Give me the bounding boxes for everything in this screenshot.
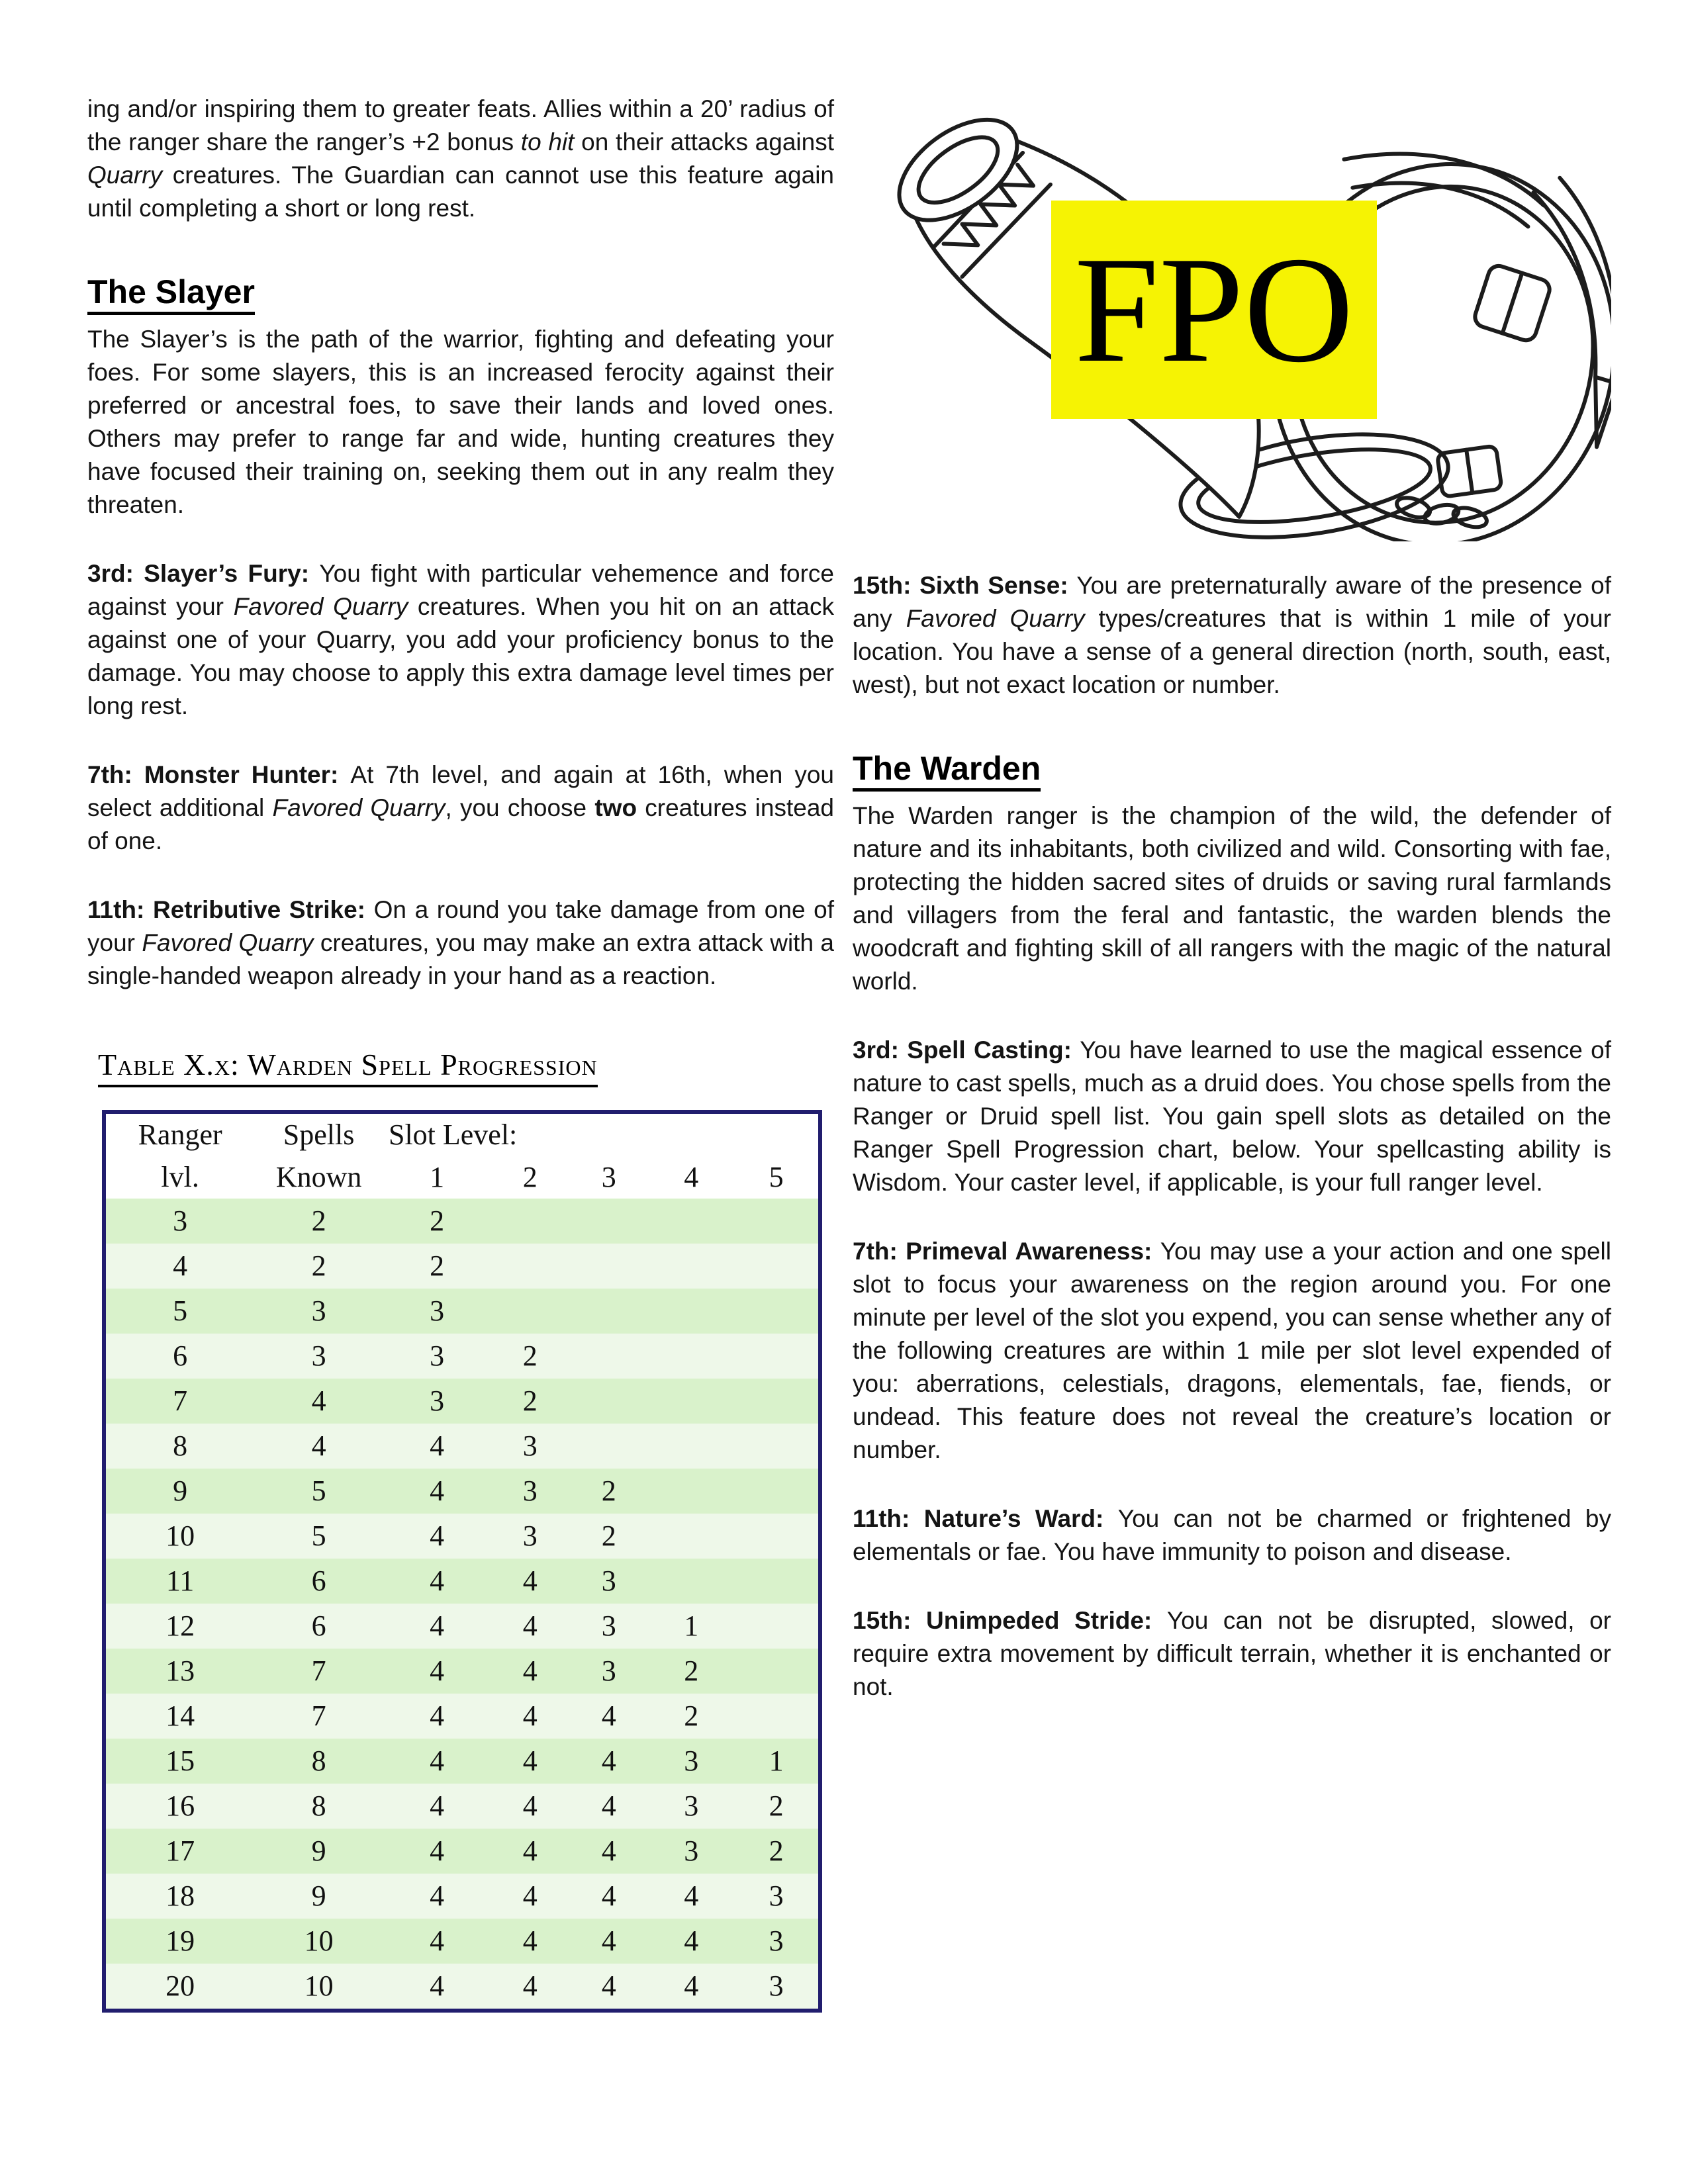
table-cell: 4 xyxy=(383,1649,491,1694)
table-caption xyxy=(98,1047,834,1087)
table-cell: 4 xyxy=(491,1784,569,1829)
table-row xyxy=(104,1784,820,1829)
table-cell: 4 xyxy=(491,1739,569,1784)
table-body xyxy=(104,1199,820,2011)
table-row xyxy=(104,1919,820,1964)
table-cell xyxy=(648,1424,734,1469)
table-cell: 3 xyxy=(383,1334,491,1379)
table-cell: 4 xyxy=(383,1784,491,1829)
table-cell: 2 xyxy=(734,1829,820,1874)
table-row xyxy=(104,1244,820,1289)
table-row xyxy=(104,1694,820,1739)
table-cell: 17 xyxy=(104,1829,254,1874)
table-cell: 5 xyxy=(254,1514,383,1559)
table-cell: 4 xyxy=(383,1919,491,1964)
table-cell: 2 xyxy=(491,1379,569,1424)
continued-paragraph: ing and/or inspiring them to greater feats. Allies within a 20’ radius of the ranger share the ranger’s +2 bonus to hit on their attacks against Quarry creatures. The Guardian can cannot use this feature again until completing a short or long rest. xyxy=(87,95,834,222)
warden-heading-text: The Warden xyxy=(853,751,1041,792)
table-cell: 3 xyxy=(104,1199,254,1244)
table-cell: 3 xyxy=(254,1289,383,1334)
col-header-spells: Spells xyxy=(254,1112,383,1156)
table-cell: 4 xyxy=(383,1424,491,1469)
table-cell xyxy=(734,1559,820,1604)
table-cell xyxy=(491,1199,569,1244)
table-cell: 4 xyxy=(491,1964,569,2011)
table-cell: 11 xyxy=(104,1559,254,1604)
table-cell: 7 xyxy=(254,1694,383,1739)
table-cell: 20 xyxy=(104,1964,254,2011)
table-cell: 4 xyxy=(254,1379,383,1424)
table-caption-text: Table X.x: Warden Spell Progression xyxy=(98,1047,598,1087)
table-row xyxy=(104,1739,820,1784)
col-header-slot-1: 1 xyxy=(383,1156,491,1199)
table-row xyxy=(104,1649,820,1694)
table-cell: 4 xyxy=(569,1694,648,1739)
feature-primeval-awareness: 7th: Primeval Awareness: You may use a your action and one spell slot to focus your awareness on the region around you. For one minute per level of the slot you expend, you can sense whether any of the following creatures are within 1 mile per slot level expended of you: aberrations, celestials, dragons, elementals, fae, fiends, or undead. This feature does not reveal the creature’s location or number. xyxy=(853,1238,1611,1463)
table-cell: 4 xyxy=(383,1514,491,1559)
slayer-heading xyxy=(87,274,834,315)
table-cell xyxy=(648,1334,734,1379)
table-cell: 10 xyxy=(104,1514,254,1559)
table-cell xyxy=(491,1289,569,1334)
table-cell: 5 xyxy=(104,1289,254,1334)
table-cell: 3 xyxy=(569,1604,648,1649)
table-cell: 3 xyxy=(491,1469,569,1514)
table-cell xyxy=(648,1379,734,1424)
table-cell: 7 xyxy=(254,1649,383,1694)
col-header-lvl: lvl. xyxy=(104,1156,254,1199)
table-cell: 1 xyxy=(648,1604,734,1649)
table-cell xyxy=(734,1334,820,1379)
table-cell xyxy=(734,1694,820,1739)
table-cell xyxy=(648,1469,734,1514)
table-cell: 3 xyxy=(569,1649,648,1694)
table-cell: 4 xyxy=(648,1919,734,1964)
table-cell: 2 xyxy=(569,1469,648,1514)
table-cell xyxy=(648,1559,734,1604)
table-cell: 5 xyxy=(254,1469,383,1514)
table-cell: 8 xyxy=(104,1424,254,1469)
table-cell: 4 xyxy=(383,1739,491,1784)
table-cell: 4 xyxy=(254,1424,383,1469)
table-cell: 4 xyxy=(491,1874,569,1919)
table-cell: 4 xyxy=(491,1649,569,1694)
table-row xyxy=(104,1379,820,1424)
col-header-known: Known xyxy=(254,1156,383,1199)
table-cell xyxy=(734,1649,820,1694)
table-row xyxy=(104,1874,820,1919)
table-cell: 3 xyxy=(569,1559,648,1604)
slayer-heading-text: The Slayer xyxy=(87,274,255,315)
fpo-placeholder xyxy=(1051,201,1377,419)
feature-natures-ward: 11th: Nature’s Ward: You can not be charmed or frightened by elementals or fae. You have immunity to poison and disease. xyxy=(853,1505,1612,1565)
table-cell: 2 xyxy=(254,1244,383,1289)
table-cell: 10 xyxy=(254,1964,383,2011)
table-cell: 12 xyxy=(104,1604,254,1649)
table-header-row-2 xyxy=(104,1156,820,1199)
table-cell: 8 xyxy=(254,1784,383,1829)
table-cell: 2 xyxy=(491,1334,569,1379)
table-cell: 14 xyxy=(104,1694,254,1739)
table-cell: 2 xyxy=(648,1649,734,1694)
warden-heading xyxy=(853,751,1611,792)
col-header-slot-4: 4 xyxy=(648,1156,734,1199)
table-cell: 7 xyxy=(104,1379,254,1424)
horn-illustration-figure xyxy=(853,85,1611,541)
table-row xyxy=(104,1334,820,1379)
table-cell xyxy=(569,1379,648,1424)
table-cell: 4 xyxy=(491,1604,569,1649)
feature-sixth-sense: 15th: Sixth Sense: You are preternaturally aware of the presence of any Favored Quarry types/creatures that is within 1 mile of your location. You have a sense of a general direction (north, south, east, west), but not exact location or number. xyxy=(853,572,1612,698)
table-cell: 15 xyxy=(104,1739,254,1784)
table-cell xyxy=(569,1424,648,1469)
col-header-slot-level: Slot Level: xyxy=(383,1112,820,1156)
table-cell xyxy=(569,1244,648,1289)
table-row xyxy=(104,1424,820,1469)
table-cell: 4 xyxy=(104,1244,254,1289)
table-cell: 18 xyxy=(104,1874,254,1919)
table-cell: 6 xyxy=(104,1334,254,1379)
table-cell xyxy=(569,1199,648,1244)
table-cell: 13 xyxy=(104,1649,254,1694)
table-cell: 4 xyxy=(491,1919,569,1964)
warden-description: The Warden ranger is the champion of the wild, the defender of nature and its inhabitants, both civilized and wild. Consorting with fae, protecting the hidden sacred sites of druids or saving rural farmlands and villagers from the feral and fantastic, the warden blends the woodcraft and fighting skill of all rangers with the magic of the natural world. xyxy=(853,802,1611,995)
table-cell xyxy=(491,1244,569,1289)
table-header xyxy=(104,1112,820,1199)
table-cell: 2 xyxy=(569,1514,648,1559)
warden-spell-progression-table xyxy=(102,1110,822,2013)
table-cell: 4 xyxy=(383,1964,491,2011)
table-cell: 3 xyxy=(254,1334,383,1379)
table-cell xyxy=(734,1514,820,1559)
table-cell xyxy=(648,1289,734,1334)
table-cell: 4 xyxy=(383,1559,491,1604)
slayer-description: The Slayer’s is the path of the warrior, fighting and defeating your foes. For some slayers, this is an increased ferocity against their preferred or ancestral foes, to save their lands and loved ones. Others may prefer to range far and wide, hunting creatures they have focused their training on, seeking them out in any realm they threaten. xyxy=(87,326,834,518)
table-cell: 3 xyxy=(734,1874,820,1919)
feature-unimpeded-stride: 15th: Unimpeded Stride: You can not be disrupted, slowed, or require extra movement by difficult terrain, whether it is enchanted or not. xyxy=(853,1607,1611,1700)
table-cell: 4 xyxy=(569,1919,648,1964)
table-cell: 4 xyxy=(383,1874,491,1919)
table-cell: 4 xyxy=(569,1829,648,1874)
table-cell xyxy=(734,1424,820,1469)
table-cell: 4 xyxy=(383,1694,491,1739)
feature-retributive-strike: 11th: Retributive Strike: On a round you take damage from one of your Favored Quarry creatures, you may make an extra attack with a single-handed weapon already in your hand as a reaction. xyxy=(87,896,835,989)
table-cell: 4 xyxy=(569,1964,648,2011)
table-row xyxy=(104,1829,820,1874)
table-cell: 4 xyxy=(648,1874,734,1919)
table-cell: 3 xyxy=(734,1964,820,2011)
table-cell: 3 xyxy=(383,1289,491,1334)
table-cell: 9 xyxy=(254,1874,383,1919)
table-cell: 6 xyxy=(254,1559,383,1604)
table-cell xyxy=(734,1289,820,1334)
table-cell xyxy=(569,1289,648,1334)
fpo-label: FPO xyxy=(1074,225,1354,394)
left-column xyxy=(87,93,834,2013)
table-cell: 4 xyxy=(569,1739,648,1784)
right-column xyxy=(853,85,1611,1704)
table-cell: 4 xyxy=(383,1604,491,1649)
table-cell: 3 xyxy=(383,1379,491,1424)
table-row xyxy=(104,1199,820,1244)
table-cell: 4 xyxy=(648,1964,734,2011)
table-cell: 3 xyxy=(491,1424,569,1469)
table-cell: 2 xyxy=(648,1694,734,1739)
table-cell: 2 xyxy=(383,1244,491,1289)
table-cell xyxy=(569,1334,648,1379)
feature-spell-casting: 3rd: Spell Casting: You have learned to use the magical essence of nature to cast spells, much as a druid does. You chose spells from the Ranger or Druid spell list. You gain spell slots as detailed on the Ranger Spell Progression chart, below. Your spellcasting ability is Wisdom. Your caster level, if applicable, is your full ranger level. xyxy=(853,1036,1611,1196)
table-row xyxy=(104,1964,820,2011)
table-cell: 4 xyxy=(569,1784,648,1829)
table-cell: 2 xyxy=(254,1199,383,1244)
table-cell: 4 xyxy=(569,1874,648,1919)
table-cell: 6 xyxy=(254,1604,383,1649)
table-cell: 9 xyxy=(254,1829,383,1874)
feature-slayers-fury: 3rd: Slayer’s Fury: You fight with particular vehemence and force against your Favored Quarry creatures. When you hit on an attack against one of your Quarry, you add your proficiency bonus to the damage. You may choose to apply this extra damage level times per long rest. xyxy=(87,560,834,719)
table-cell: 2 xyxy=(383,1199,491,1244)
table-row xyxy=(104,1289,820,1334)
table-cell xyxy=(734,1379,820,1424)
col-header-slot-2: 2 xyxy=(491,1156,569,1199)
col-header-slot-3: 3 xyxy=(569,1156,648,1199)
table-cell: 3 xyxy=(648,1739,734,1784)
table-cell xyxy=(734,1469,820,1514)
table-row xyxy=(104,1604,820,1649)
table-cell xyxy=(734,1604,820,1649)
table-cell: 3 xyxy=(734,1919,820,1964)
table-cell: 19 xyxy=(104,1919,254,1964)
table-cell: 3 xyxy=(491,1514,569,1559)
table-cell: 4 xyxy=(383,1829,491,1874)
table-cell xyxy=(734,1199,820,1244)
table-cell xyxy=(648,1514,734,1559)
table-row xyxy=(104,1469,820,1514)
table-cell: 4 xyxy=(491,1559,569,1604)
table-row xyxy=(104,1559,820,1604)
table-cell: 16 xyxy=(104,1784,254,1829)
table-cell: 4 xyxy=(491,1829,569,1874)
table-cell: 2 xyxy=(734,1784,820,1829)
table-cell xyxy=(734,1244,820,1289)
table-row xyxy=(104,1514,820,1559)
feature-monster-hunter: 7th: Monster Hunter: At 7th level, and again at 16th, when you select additional Favored Quarry, you choose two creatures instead of one. xyxy=(87,761,834,854)
table-header-row-1 xyxy=(104,1112,820,1156)
table-cell: 1 xyxy=(734,1739,820,1784)
table-cell: 3 xyxy=(648,1784,734,1829)
col-header-ranger: Ranger xyxy=(104,1112,254,1156)
table-cell: 4 xyxy=(383,1469,491,1514)
table-cell xyxy=(648,1199,734,1244)
table-cell: 4 xyxy=(491,1694,569,1739)
col-header-slot-5: 5 xyxy=(734,1156,820,1199)
table-cell: 3 xyxy=(648,1829,734,1874)
table-cell: 10 xyxy=(254,1919,383,1964)
table-cell: 8 xyxy=(254,1739,383,1784)
table-cell xyxy=(648,1244,734,1289)
table-cell: 9 xyxy=(104,1469,254,1514)
